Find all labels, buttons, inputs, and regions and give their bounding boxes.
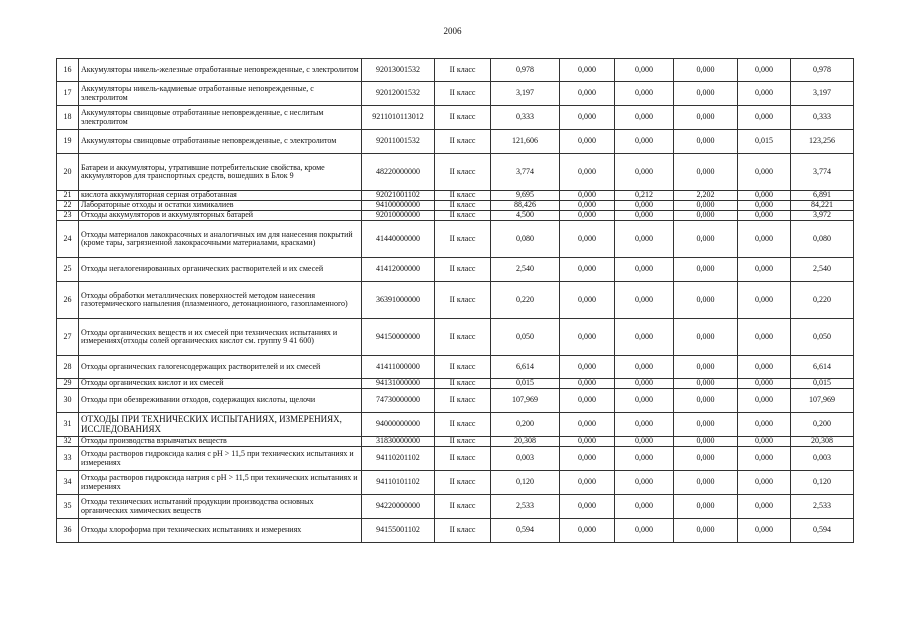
waste-table xyxy=(56,58,854,543)
value-6: 6,614 xyxy=(791,356,854,379)
value-2: 0,000 xyxy=(560,389,615,413)
value-3: 0,000 xyxy=(615,389,674,413)
waste-code: 41411000000 xyxy=(362,356,435,379)
waste-name: Батареи и аккумуляторы, утратившие потребительские свойства, кроме аккумуляторов для транспортных средств, вошедших в Блок 9 xyxy=(79,154,362,191)
value-3: 0,212 xyxy=(615,191,674,201)
value-3: 0,000 xyxy=(615,413,674,437)
value-1: 121,606 xyxy=(491,130,560,154)
value-5: 0,000 xyxy=(738,379,791,389)
value-4: 0,000 xyxy=(674,495,738,519)
value-5: 0,000 xyxy=(738,191,791,201)
value-5: 0,000 xyxy=(738,82,791,106)
waste-name: Отходы органических кислот и их смесей xyxy=(79,379,362,389)
hazard-class: II класс xyxy=(435,319,491,356)
value-1: 9,695 xyxy=(491,191,560,201)
waste-code: 94155001102 xyxy=(362,519,435,543)
waste-name: Лабораторные отходы и остатки химикалиев xyxy=(79,201,362,211)
value-6: 0,220 xyxy=(791,282,854,319)
value-5: 0,000 xyxy=(738,389,791,413)
row-number: 29 xyxy=(57,379,79,389)
table-row xyxy=(57,379,854,389)
row-number: 28 xyxy=(57,356,79,379)
value-6: 0,200 xyxy=(791,413,854,437)
waste-name: Отходы при обезвреживании отходов, содержащих кислоты, щелочи xyxy=(79,389,362,413)
waste-code: 41412000000 xyxy=(362,258,435,282)
value-2: 0,000 xyxy=(560,106,615,130)
value-2: 0,000 xyxy=(560,211,615,221)
value-4: 0,000 xyxy=(674,413,738,437)
waste-code: 94220000000 xyxy=(362,495,435,519)
value-6: 20,308 xyxy=(791,437,854,447)
value-6: 0,594 xyxy=(791,519,854,543)
waste-code: 74730000000 xyxy=(362,389,435,413)
value-2: 0,000 xyxy=(560,447,615,471)
value-1: 107,969 xyxy=(491,389,560,413)
value-3: 0,000 xyxy=(615,211,674,221)
value-2: 0,000 xyxy=(560,130,615,154)
value-1: 0,050 xyxy=(491,319,560,356)
value-2: 0,000 xyxy=(560,437,615,447)
value-3: 0,000 xyxy=(615,154,674,191)
value-6: 3,774 xyxy=(791,154,854,191)
value-6: 2,533 xyxy=(791,495,854,519)
value-6: 0,015 xyxy=(791,379,854,389)
row-number: 32 xyxy=(57,437,79,447)
value-2: 0,000 xyxy=(560,379,615,389)
value-6: 0,120 xyxy=(791,471,854,495)
value-2: 0,000 xyxy=(560,221,615,258)
waste-code: 94131000000 xyxy=(362,379,435,389)
value-1: 0,594 xyxy=(491,519,560,543)
hazard-class: II класс xyxy=(435,413,491,437)
value-3: 0,000 xyxy=(615,356,674,379)
table-row xyxy=(57,130,854,154)
value-6: 123,256 xyxy=(791,130,854,154)
waste-name: ОТХОДЫ ПРИ ТЕХНИЧЕСКИХ ИСПЫТАНИЯХ, ИЗМЕРЕНИЯХ, ИССЛЕДОВАНИЯХ xyxy=(79,413,362,437)
value-3: 0,000 xyxy=(615,130,674,154)
value-1: 88,426 xyxy=(491,201,560,211)
hazard-class: II класс xyxy=(435,282,491,319)
value-5: 0,015 xyxy=(738,130,791,154)
row-number: 25 xyxy=(57,258,79,282)
value-2: 0,000 xyxy=(560,258,615,282)
value-4: 0,000 xyxy=(674,319,738,356)
value-3: 0,000 xyxy=(615,437,674,447)
value-5: 0,000 xyxy=(738,211,791,221)
table-row xyxy=(57,447,854,471)
value-6: 2,540 xyxy=(791,258,854,282)
value-1: 0,080 xyxy=(491,221,560,258)
table-body xyxy=(57,59,854,543)
value-2: 0,000 xyxy=(560,201,615,211)
value-5: 0,000 xyxy=(738,437,791,447)
value-2: 0,000 xyxy=(560,282,615,319)
value-3: 0,000 xyxy=(615,282,674,319)
hazard-class: II класс xyxy=(435,379,491,389)
value-5: 0,000 xyxy=(738,258,791,282)
value-2: 0,000 xyxy=(560,413,615,437)
value-4: 0,000 xyxy=(674,356,738,379)
value-2: 0,000 xyxy=(560,471,615,495)
waste-code: 92012001532 xyxy=(362,82,435,106)
value-6: 107,969 xyxy=(791,389,854,413)
table-row xyxy=(57,106,854,130)
hazard-class: II класс xyxy=(435,258,491,282)
value-3: 0,000 xyxy=(615,379,674,389)
row-number: 36 xyxy=(57,519,79,543)
hazard-class: II класс xyxy=(435,447,491,471)
value-6: 0,978 xyxy=(791,59,854,82)
table-row xyxy=(57,82,854,106)
waste-name: Отходы обработки металлических поверхностей методом нанесения газотермического напыления (плазменного, детонационного, газопламенного) xyxy=(79,282,362,319)
row-number: 34 xyxy=(57,471,79,495)
waste-name: Отходы органических галогенсодержащих растворителей и их смесей xyxy=(79,356,362,379)
row-number: 19 xyxy=(57,130,79,154)
value-2: 0,000 xyxy=(560,495,615,519)
value-1: 0,200 xyxy=(491,413,560,437)
table-row xyxy=(57,201,854,211)
value-4: 0,000 xyxy=(674,154,738,191)
value-5: 0,000 xyxy=(738,154,791,191)
value-4: 0,000 xyxy=(674,130,738,154)
value-4: 0,000 xyxy=(674,82,738,106)
value-2: 0,000 xyxy=(560,356,615,379)
value-4: 0,000 xyxy=(674,519,738,543)
waste-code: 92021001102 xyxy=(362,191,435,201)
value-6: 0,080 xyxy=(791,221,854,258)
waste-code: 36391000000 xyxy=(362,282,435,319)
waste-code: 31830000000 xyxy=(362,437,435,447)
waste-name: Отходы негалогенированных органических растворителей и их смесей xyxy=(79,258,362,282)
table-row xyxy=(57,437,854,447)
hazard-class: II класс xyxy=(435,389,491,413)
value-5: 0,000 xyxy=(738,201,791,211)
hazard-class: II класс xyxy=(435,495,491,519)
value-3: 0,000 xyxy=(615,447,674,471)
waste-code: 48220000000 xyxy=(362,154,435,191)
value-3: 0,000 xyxy=(615,106,674,130)
value-2: 0,000 xyxy=(560,154,615,191)
value-3: 0,000 xyxy=(615,82,674,106)
row-number: 16 xyxy=(57,59,79,82)
value-2: 0,000 xyxy=(560,59,615,82)
value-1: 3,774 xyxy=(491,154,560,191)
value-5: 0,000 xyxy=(738,471,791,495)
waste-name: Отходы материалов лакокрасочных и аналогичных им для нанесения покрытий (кроме тары, загрязненной лакокрасочными материалами, красками) xyxy=(79,221,362,258)
waste-name: Отходы растворов гидроксида натрия с рН > 11,5 при технических испытаниях и измерениях xyxy=(79,471,362,495)
hazard-class: II класс xyxy=(435,82,491,106)
waste-code: 94150000000 xyxy=(362,319,435,356)
table-row xyxy=(57,389,854,413)
value-1: 0,220 xyxy=(491,282,560,319)
hazard-class: II класс xyxy=(435,201,491,211)
table-row xyxy=(57,282,854,319)
value-3: 0,000 xyxy=(615,221,674,258)
value-3: 0,000 xyxy=(615,471,674,495)
waste-code: 41440000000 xyxy=(362,221,435,258)
hazard-class: II класс xyxy=(435,471,491,495)
hazard-class: II класс xyxy=(435,437,491,447)
waste-code: 94110101102 xyxy=(362,471,435,495)
table-row xyxy=(57,319,854,356)
value-4: 0,000 xyxy=(674,201,738,211)
waste-name: Аккумуляторы свинцовые отработанные неповрежденные, с электролитом xyxy=(79,130,362,154)
value-4: 0,000 xyxy=(674,59,738,82)
value-2: 0,000 xyxy=(560,319,615,356)
waste-code: 92011001532 xyxy=(362,130,435,154)
value-2: 0,000 xyxy=(560,191,615,201)
waste-code: 94100000000 xyxy=(362,201,435,211)
value-6: 0,050 xyxy=(791,319,854,356)
row-number: 24 xyxy=(57,221,79,258)
waste-code: 92010000000 xyxy=(362,211,435,221)
hazard-class: II класс xyxy=(435,191,491,201)
value-1: 0,120 xyxy=(491,471,560,495)
table-row xyxy=(57,221,854,258)
value-6: 84,221 xyxy=(791,201,854,211)
row-number: 33 xyxy=(57,447,79,471)
value-6: 6,891 xyxy=(791,191,854,201)
waste-code: 9211010113012 xyxy=(362,106,435,130)
value-6: 0,333 xyxy=(791,106,854,130)
hazard-class: II класс xyxy=(435,519,491,543)
hazard-class: II класс xyxy=(435,154,491,191)
value-4: 0,000 xyxy=(674,389,738,413)
table-row xyxy=(57,413,854,437)
value-1: 2,533 xyxy=(491,495,560,519)
row-number: 27 xyxy=(57,319,79,356)
waste-name: Аккумуляторы свинцовые отработанные неповрежденные, с неслитым электролитом xyxy=(79,106,362,130)
table-row xyxy=(57,519,854,543)
hazard-class: II класс xyxy=(435,221,491,258)
value-1: 4,500 xyxy=(491,211,560,221)
value-5: 0,000 xyxy=(738,106,791,130)
value-3: 0,000 xyxy=(615,258,674,282)
hazard-class: II класс xyxy=(435,59,491,82)
value-4: 0,000 xyxy=(674,211,738,221)
value-3: 0,000 xyxy=(615,519,674,543)
table-row xyxy=(57,471,854,495)
row-number: 30 xyxy=(57,389,79,413)
value-5: 0,000 xyxy=(738,519,791,543)
value-5: 0,000 xyxy=(738,282,791,319)
value-2: 0,000 xyxy=(560,519,615,543)
table-row xyxy=(57,59,854,82)
value-4: 0,000 xyxy=(674,447,738,471)
value-6: 0,003 xyxy=(791,447,854,471)
table-row xyxy=(57,154,854,191)
value-4: 0,000 xyxy=(674,437,738,447)
value-1: 0,978 xyxy=(491,59,560,82)
value-4: 0,000 xyxy=(674,282,738,319)
row-number: 18 xyxy=(57,106,79,130)
value-1: 6,614 xyxy=(491,356,560,379)
value-4: 0,000 xyxy=(674,221,738,258)
row-number: 17 xyxy=(57,82,79,106)
value-6: 3,197 xyxy=(791,82,854,106)
value-1: 0,015 xyxy=(491,379,560,389)
value-5: 0,000 xyxy=(738,447,791,471)
value-5: 0,000 xyxy=(738,413,791,437)
waste-name: Отходы технических испытаний продукции производства основных органических химических веществ xyxy=(79,495,362,519)
waste-name: Аккумуляторы никель-железные отработанные неповрежденные, с электролитом xyxy=(79,59,362,82)
waste-name: Отходы аккумуляторов и аккумуляторных батарей xyxy=(79,211,362,221)
value-5: 0,000 xyxy=(738,319,791,356)
hazard-class: II класс xyxy=(435,130,491,154)
value-4: 0,000 xyxy=(674,379,738,389)
value-5: 0,000 xyxy=(738,356,791,379)
value-5: 0,000 xyxy=(738,59,791,82)
waste-name: Отходы хлороформа при технических испытаниях и измерениях xyxy=(79,519,362,543)
value-6: 3,972 xyxy=(791,211,854,221)
waste-name: кислота аккумуляторная серная отработанная xyxy=(79,191,362,201)
value-5: 0,000 xyxy=(738,221,791,258)
hazard-class: II класс xyxy=(435,106,491,130)
waste-code: 94110201102 xyxy=(362,447,435,471)
value-4: 0,000 xyxy=(674,106,738,130)
value-3: 0,000 xyxy=(615,201,674,211)
row-number: 26 xyxy=(57,282,79,319)
row-number: 23 xyxy=(57,211,79,221)
value-1: 3,197 xyxy=(491,82,560,106)
value-5: 0,000 xyxy=(738,495,791,519)
row-number: 21 xyxy=(57,191,79,201)
table-row xyxy=(57,258,854,282)
value-1: 2,540 xyxy=(491,258,560,282)
table-row xyxy=(57,495,854,519)
hazard-class: II класс xyxy=(435,356,491,379)
value-4: 0,000 xyxy=(674,471,738,495)
table-row xyxy=(57,211,854,221)
value-2: 0,000 xyxy=(560,82,615,106)
value-1: 0,333 xyxy=(491,106,560,130)
value-4: 0,000 xyxy=(674,258,738,282)
table-row xyxy=(57,191,854,201)
value-3: 0,000 xyxy=(615,319,674,356)
waste-code: 92013001532 xyxy=(362,59,435,82)
waste-name: Отходы растворов гидроксида калия с рН > 11,5 при технических испытаниях и измерениях xyxy=(79,447,362,471)
waste-name: Отходы производства взрывчатых веществ xyxy=(79,437,362,447)
table-row xyxy=(57,356,854,379)
value-4: 2,202 xyxy=(674,191,738,201)
value-1: 0,003 xyxy=(491,447,560,471)
waste-code: 94000000000 xyxy=(362,413,435,437)
hazard-class: II класс xyxy=(435,211,491,221)
row-number: 22 xyxy=(57,201,79,211)
row-number: 35 xyxy=(57,495,79,519)
value-3: 0,000 xyxy=(615,59,674,82)
row-number: 20 xyxy=(57,154,79,191)
value-3: 0,000 xyxy=(615,495,674,519)
page-number: 2006 xyxy=(443,26,462,36)
row-number: 31 xyxy=(57,413,79,437)
value-1: 20,308 xyxy=(491,437,560,447)
waste-name: Аккумуляторы никель-кадмиевые отработанные неповрежденные, с электролитом xyxy=(79,82,362,106)
waste-name: Отходы органических веществ и их смесей при технических испытаниях и измерениях(отходы солей органических кислот см. группу 9 41 600) xyxy=(79,319,362,356)
